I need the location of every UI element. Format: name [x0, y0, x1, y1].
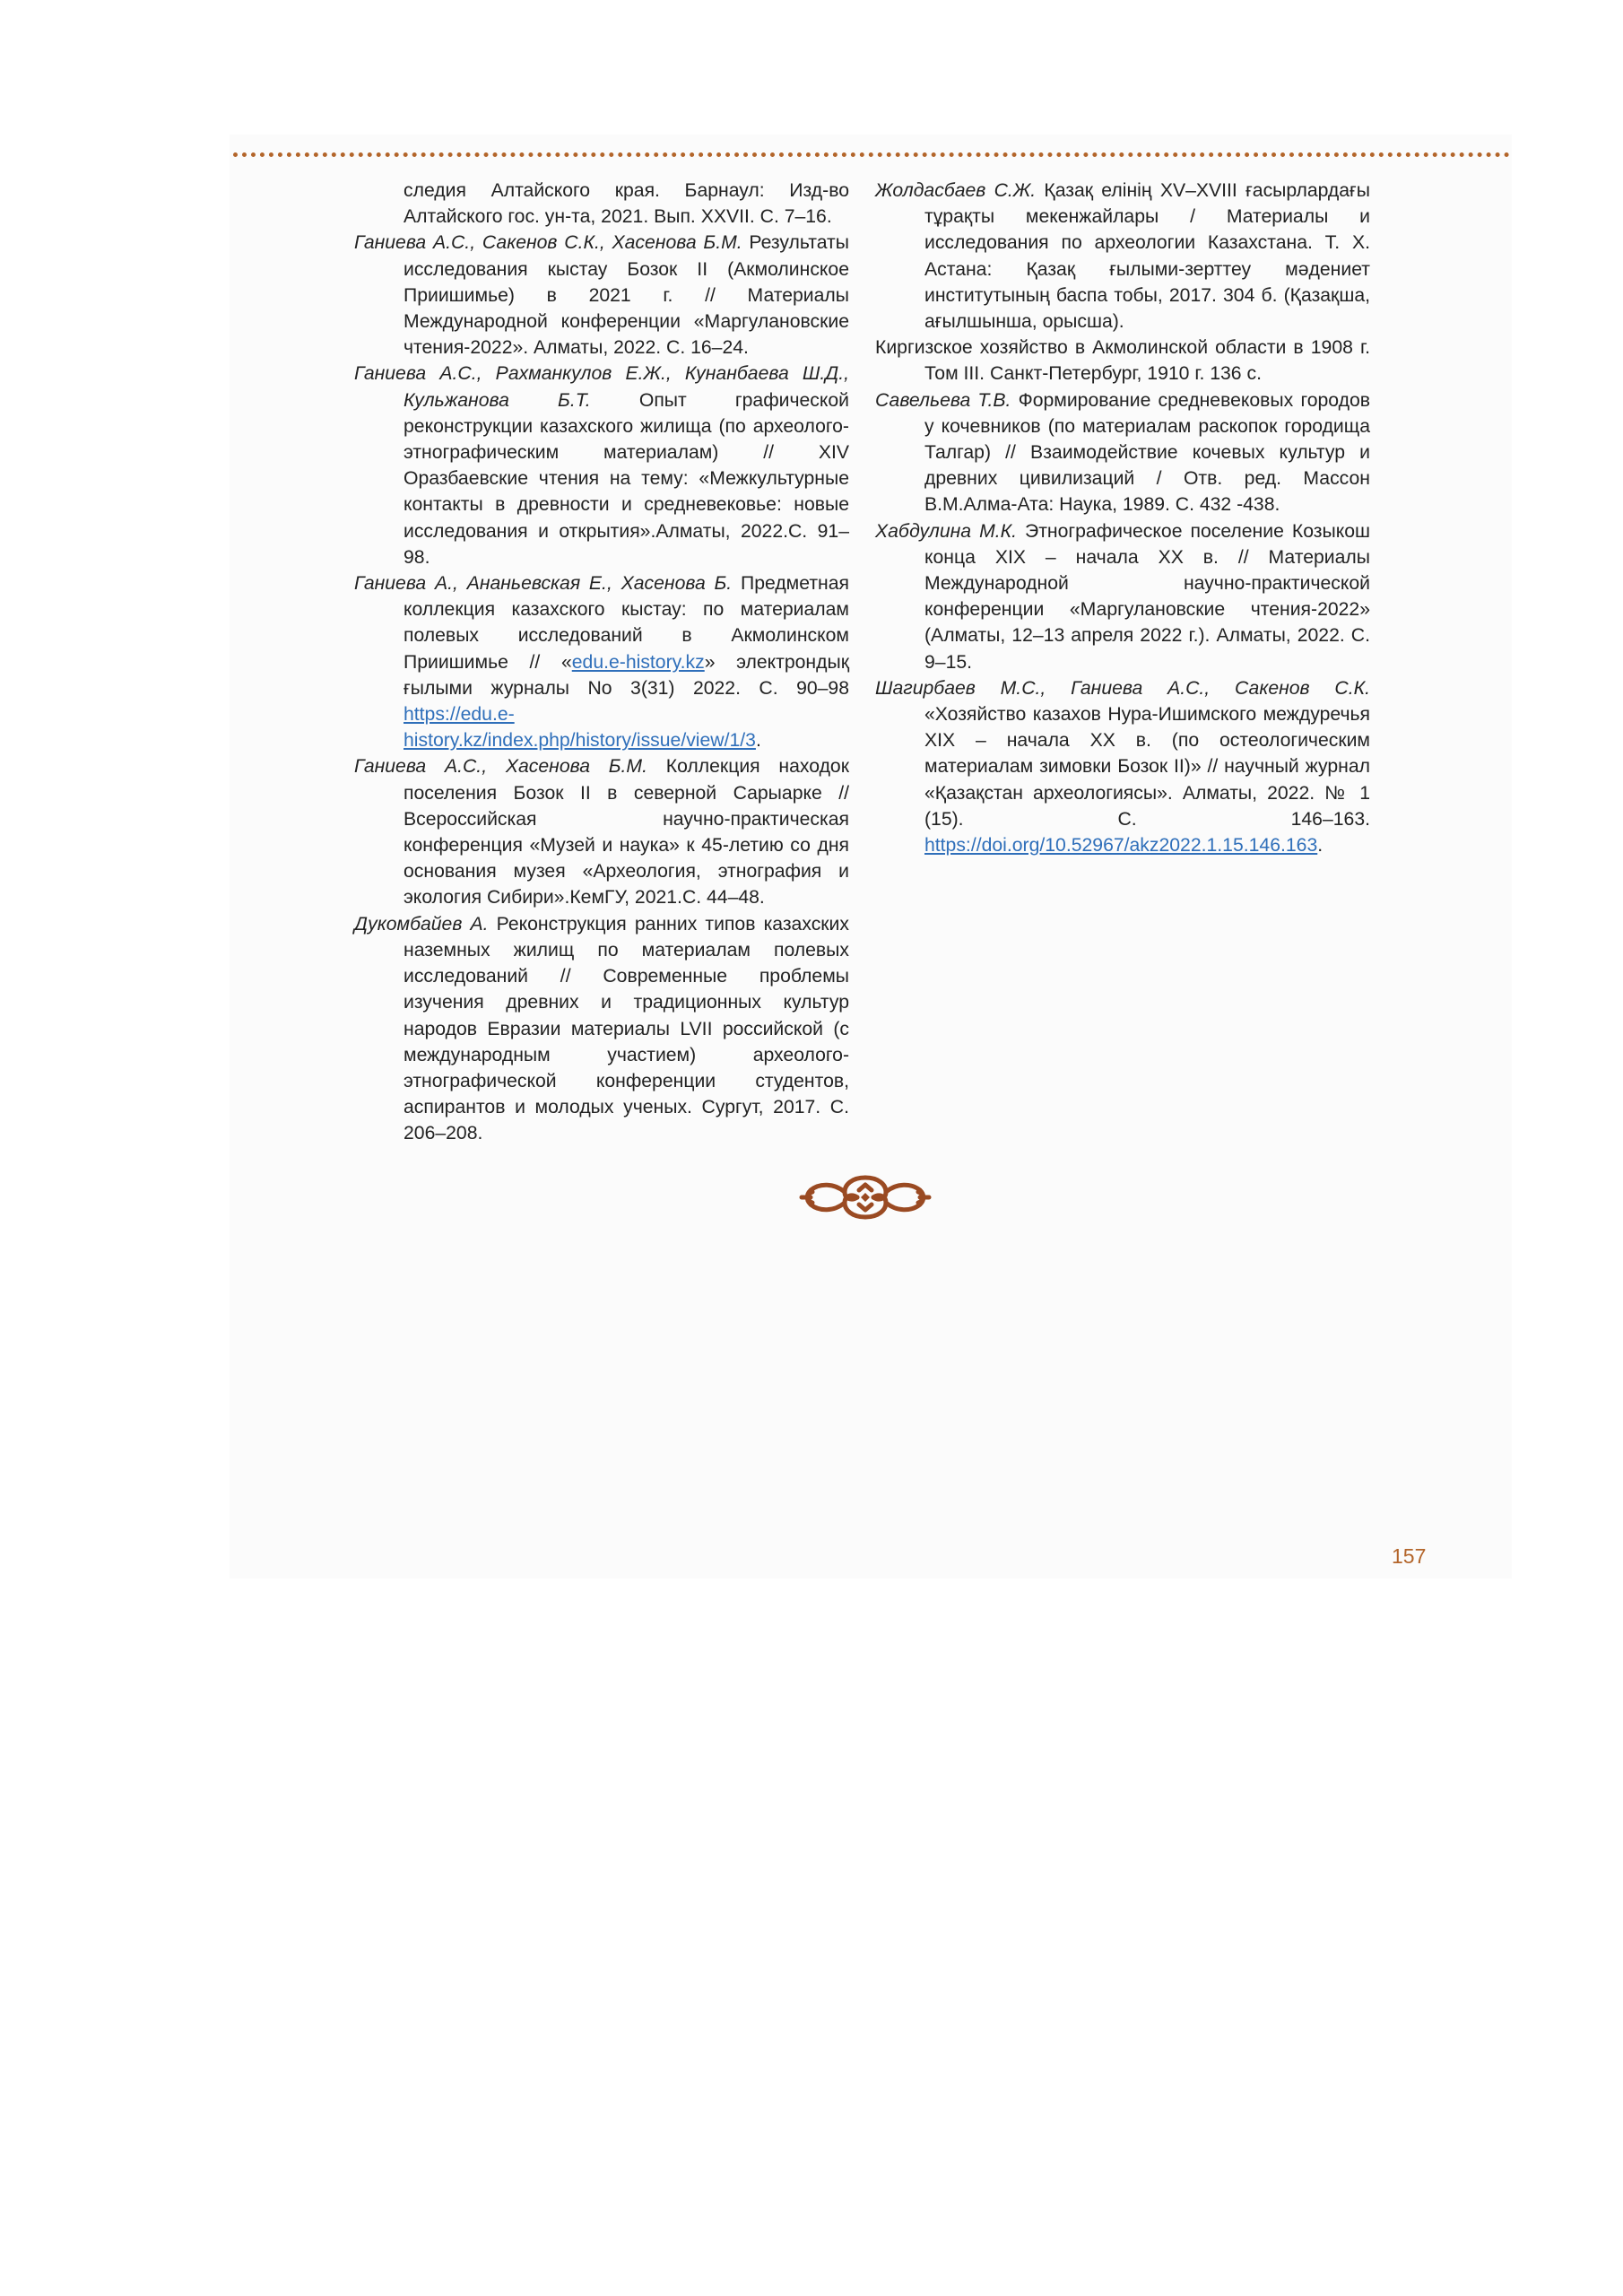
reference-link[interactable]: https://doi.org/10.52967/akz2022.1.15.146.163 — [924, 835, 1318, 857]
references-right-column — [875, 178, 1370, 858]
reference-author: Ганиева А.С., Рахманкулов Е.Ж., Кунанбаева Ш.Д., Кульжанова Б.Т. — [354, 363, 849, 411]
reference-text: Киргизское хозяйство в Акмолинской области в 1908 г. Том III. Санкт-Петербург, 1910 г. 136 с. — [875, 337, 1370, 385]
reference-entry — [875, 675, 1370, 858]
reference-text: . — [1317, 835, 1324, 857]
reference-text: следия Алтайского края. Барнаул: Изд-во Алтайского гос. ун-та, 2021. Вып. XXVII. С. 7–16. — [404, 180, 849, 228]
reference-entry — [354, 911, 849, 1147]
page-number: 157 — [1392, 1544, 1427, 1568]
reference-author: Хабдулина М.К. — [875, 520, 1017, 542]
reference-text: Қазақ елінің XV–XVIII ғасырлардағы тұрақты мекенжайлары / Материалы и исследования по археологии Казахстана. Т. Х. Астана: Қазақ ғылыми-зерттеу мәдениет институтының баспа тобы, 2017. 304 б. (Қазақша, ағылшынша, орысша). — [924, 180, 1371, 333]
reference-entry — [875, 518, 1370, 675]
reference-entry — [354, 570, 849, 753]
reference-text: Результаты исследования кыстау Бозок II (Акмолинское Приишимье) в 2021 г. // Материалы Международной конференции «Маргулановские чтения-2022». Алматы, 2022. С. 16–24. — [404, 232, 849, 359]
reference-entry — [354, 361, 849, 570]
reference-entry — [354, 178, 849, 230]
reference-link[interactable]: edu.e-history.kz — [571, 651, 705, 673]
reference-author: Ганиева А., Ананьевская Е., Хасенова Б. — [354, 573, 733, 595]
reference-link[interactable]: https://edu.e-history.kz/index.php/history/issue/view/1/3 — [404, 704, 756, 752]
reference-entry — [875, 335, 1370, 387]
reference-author: Савельева Т.В. — [875, 389, 1011, 411]
reference-entry — [354, 230, 849, 361]
reference-text: «Хозяйство казахов Нура-Ишимского междуречья XIX – начала XX в. (по остеологическим материалам зимовки Бозок II)» // научный журнал «Қазақстан археологиясы». Алматы, 2022. № 1 (15). С. 146–163. — [924, 704, 1370, 830]
reference-text: Коллекция находок поселения Бозок II в северной Сарыарке // Всероссийская научно-практическая конференция «Музей и наука» к 45-летию со дня основания музея «Археология, этнография и экология Сибири».КемГУ, 2021.С. 44–48. — [404, 756, 849, 909]
header-dotted-rule — [233, 152, 1510, 157]
reference-author: Ганиева А.С., Сакенов С.К., Хасенова Б.М. — [354, 232, 742, 254]
references-left-column — [354, 178, 849, 1147]
reference-entry — [875, 387, 1370, 518]
reference-text: Этнографическое поселение Козыкош конца XIX – начала XX в. // Материалы Международной научно-практической конференции «Маргулановские чтения-2022» (Алматы, 12–13 апреля 2022 г.). Алматы, 2022. С. 9–15. — [924, 520, 1370, 673]
reference-text: . — [755, 730, 761, 752]
reference-author: Дукомбайев А. — [354, 913, 489, 935]
reference-text: Реконструкция ранних типов казахских наземных жилищ по материалам полевых исследований // Современные проблемы изучения древних и традиционных культур народов Евразии материалы LVII российской (с международным участием) археолого-этнографической конференции студентов, аспирантов и молодых ученых. Сургут, 2017. С. 206–208. — [404, 913, 849, 1144]
reference-entry — [354, 753, 849, 910]
reference-author: Ганиева А.С., Хасенова Б.М. — [354, 756, 647, 778]
kazakh-ornament-icon — [798, 1170, 933, 1224]
reference-author: Шагирбаев М.С., Ганиева А.С., Сакенов С.К. — [875, 677, 1370, 699]
reference-text: Предметная коллекция казахского кыстау: по материалам полевых исследований в Акмолинском Приишимье // « — [404, 573, 849, 673]
reference-text: Формирование средневековых городов у кочевников (по материалам раскопок городища Талгар) // Взаимодействие кочевых культур и древних цивилизаций / Отв. ред. Массон В.М.Алма-Ата: Наука, 1989. С. 432 -438. — [924, 389, 1370, 516]
reference-text: » электрондық ғылыми журналы No 3(31) 2022. С. 90–98 — [404, 651, 849, 699]
reference-entry — [875, 178, 1370, 335]
reference-author: Жолдасбаев С.Ж. — [875, 180, 1037, 201]
reference-text: Опыт графической реконструкции казахского жилища (по археолого-этнографическим материалам) // XIV Оразбаевские чтения на тему: «Межкультурные контакты в древности и средневековье: новые исследования и открытия».Алматы, 2022.С. 91–98. — [404, 389, 849, 568]
